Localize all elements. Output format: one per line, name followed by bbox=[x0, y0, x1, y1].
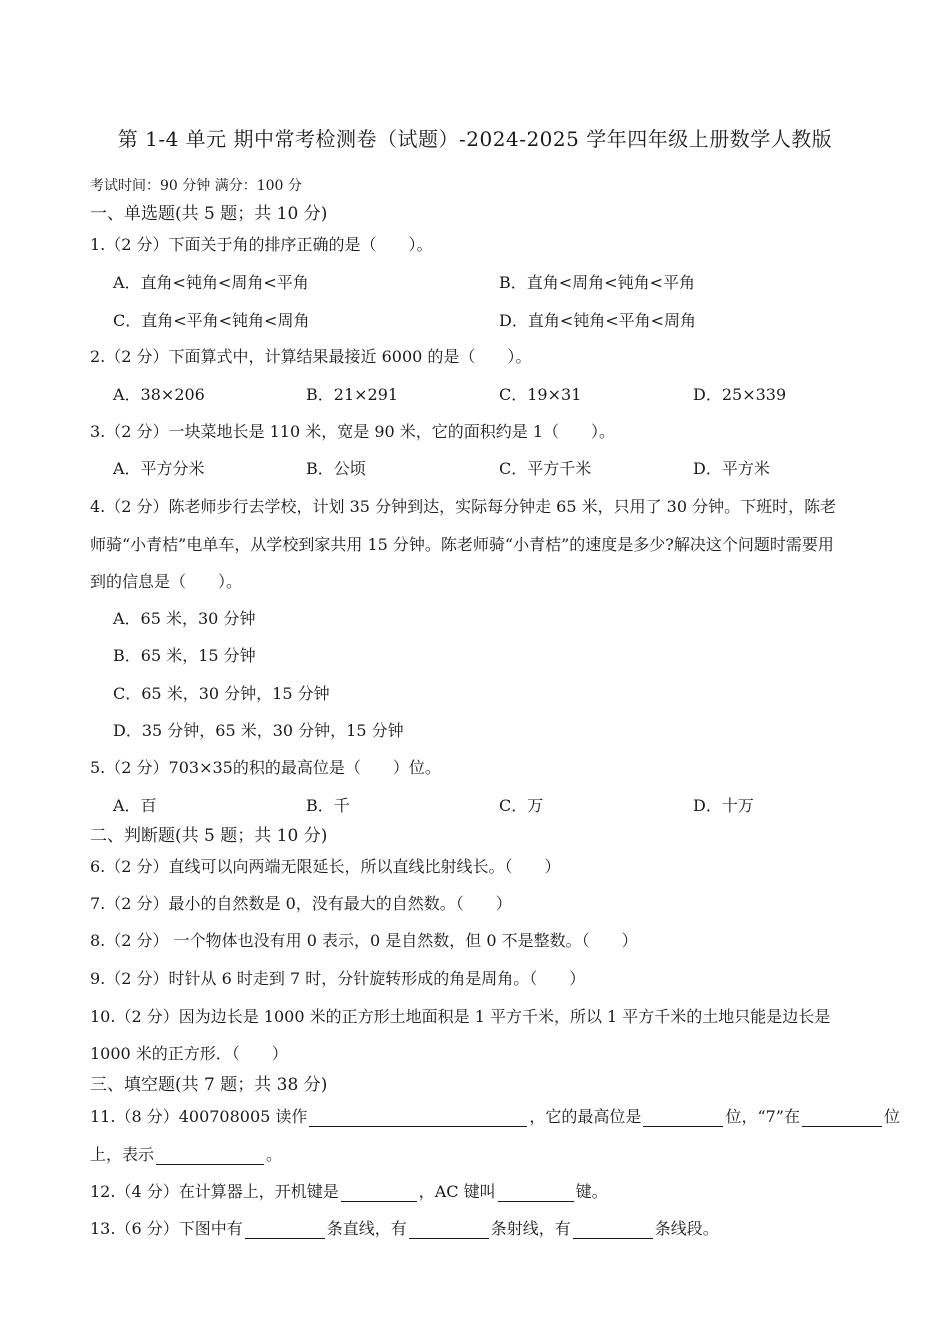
question-11-line-2 bbox=[90, 1145, 282, 1165]
question-2-stem: 2.（2 分）下面算式中，计算结果最接近 6000 的是（ ）。 bbox=[90, 347, 532, 366]
question-1-stem: 1.（2 分）下面关于角的排序正确的是（ ）。 bbox=[90, 235, 433, 254]
question-3-option-b: B．公顷 bbox=[306, 459, 366, 478]
question-4-line-2: 师骑“小青桔”电单车，从学校到家共用 15 分钟。陈老师骑“小青桔”的速度是多少?解决这个问题时需要用 bbox=[90, 535, 834, 554]
question-4-option-b: B．65 米，15 分钟 bbox=[113, 646, 256, 665]
question-2-option-b: B．21×291 bbox=[306, 385, 399, 404]
question-13-text-2: 条直线，有 bbox=[326, 1219, 407, 1238]
question-11-text-1: 11.（8 分）400708005 读作 bbox=[90, 1107, 308, 1126]
question-12 bbox=[90, 1182, 608, 1202]
question-13-text-3: 条射线，有 bbox=[490, 1219, 571, 1238]
question-1-option-a: A．直角<钝角<周角<平角 bbox=[113, 273, 309, 292]
question-12-text-3: 键。 bbox=[575, 1182, 608, 1201]
question-2-option-c: C．19×31 bbox=[499, 385, 582, 404]
question-9: 9.（2 分）时针从 6 时走到 7 时，分针旋转形成的角是周角。（ ） bbox=[90, 969, 586, 988]
question-3-stem: 3.（2 分）一块菜地长是 110 米，宽是 90 米，它的面积约是 1（ ）。 bbox=[90, 422, 616, 441]
question-4-line-1: 4.（2 分）陈老师步行去学校，计划 35 分钟到达，实际每分钟走 65 米，只用了 30 分钟。下班时，陈老 bbox=[90, 497, 837, 516]
question-4-option-a: A．65 米，30 分钟 bbox=[113, 609, 256, 628]
exam-info: 考试时间：90 分钟 满分：100 分 bbox=[90, 178, 302, 194]
question-13-text-4: 条线段。 bbox=[654, 1219, 719, 1238]
answer-blank[interactable] bbox=[802, 1108, 882, 1127]
question-4-line-3: 到的信息是（ ）。 bbox=[90, 572, 243, 591]
question-11-text-3: 位，“7”在 bbox=[725, 1107, 800, 1126]
question-10-line-1: 10.（2 分）因为边长是 1000 米的正方形土地面积是 1 平方千米，所以 1 平方千米的土地只能是边长是 bbox=[90, 1007, 831, 1026]
question-1-option-c: C．直角<平角<钝角<周角 bbox=[113, 311, 310, 330]
answer-blank[interactable] bbox=[156, 1146, 264, 1165]
question-4-option-d: D．35 分钟，65 米，30 分钟，15 分钟 bbox=[113, 721, 404, 740]
question-8: 8.（2 分） 一个物体也没有用 0 表示，0 是自然数，但 0 不是整数。（ ） bbox=[90, 931, 638, 950]
question-1-option-b: B．直角<周角<钝角<平角 bbox=[499, 273, 695, 292]
question-4-option-c: C．65 米，30 分钟，15 分钟 bbox=[113, 684, 330, 703]
question-5-option-a: A．百 bbox=[113, 796, 157, 815]
question-12-text-1: 12.（4 分）在计算器上，开机键是 bbox=[90, 1182, 339, 1201]
question-2-option-a: A．38×206 bbox=[113, 385, 205, 404]
question-11-text-2: ，它的最高位是 bbox=[529, 1107, 642, 1126]
question-1-option-d: D．直角<钝角<平角<周角 bbox=[499, 311, 697, 330]
page-title: 第 1-4 单元 期中常考检测卷（试题）-2024-2025 学年四年级上册数学人教版 bbox=[117, 127, 833, 151]
question-3-option-a: A．平方分米 bbox=[113, 459, 205, 478]
answer-blank[interactable] bbox=[309, 1108, 527, 1127]
question-11-text-6: 。 bbox=[266, 1145, 283, 1164]
question-6: 6.（2 分）直线可以向两端无限延长，所以直线比射线长。（ ） bbox=[90, 857, 561, 876]
question-5-option-b: B．千 bbox=[306, 796, 350, 815]
question-5-option-d: D．十万 bbox=[693, 796, 754, 815]
answer-blank[interactable] bbox=[341, 1183, 417, 1202]
section-heading-true-false: 二、判断题(共 5 题；共 10 分) bbox=[90, 826, 328, 846]
answer-blank[interactable] bbox=[245, 1220, 325, 1239]
question-11-text-5: 上，表示 bbox=[90, 1145, 155, 1164]
question-7: 7.（2 分）最小的自然数是 0，没有最大的自然数。（ ） bbox=[90, 894, 512, 913]
question-13-text-1: 13.（6 分）下图中有 bbox=[90, 1219, 243, 1238]
question-12-text-2: ，AC 键叫 bbox=[418, 1182, 496, 1201]
section-heading-single-choice: 一、单选题(共 5 题；共 10 分) bbox=[90, 204, 328, 224]
question-5-option-c: C．万 bbox=[499, 796, 544, 815]
question-2-option-d: D．25×339 bbox=[693, 385, 787, 404]
question-3-option-d: D．平方米 bbox=[693, 459, 770, 478]
section-heading-fill-in: 三、填空题(共 7 题；共 38 分) bbox=[90, 1075, 328, 1095]
question-11-text-4: 位 bbox=[883, 1107, 900, 1126]
question-5-stem: 5.（2 分）703×35的积的最高位是（ ）位。 bbox=[90, 758, 441, 777]
answer-blank[interactable] bbox=[643, 1108, 723, 1127]
question-11-line-1 bbox=[90, 1107, 900, 1127]
answer-blank[interactable] bbox=[409, 1220, 489, 1239]
answer-blank[interactable] bbox=[573, 1220, 653, 1239]
question-13 bbox=[90, 1219, 719, 1239]
answer-blank[interactable] bbox=[498, 1183, 574, 1202]
question-10-line-2: 1000 米的正方形．（ ） bbox=[90, 1044, 288, 1063]
question-3-option-c: C．平方千米 bbox=[499, 459, 592, 478]
